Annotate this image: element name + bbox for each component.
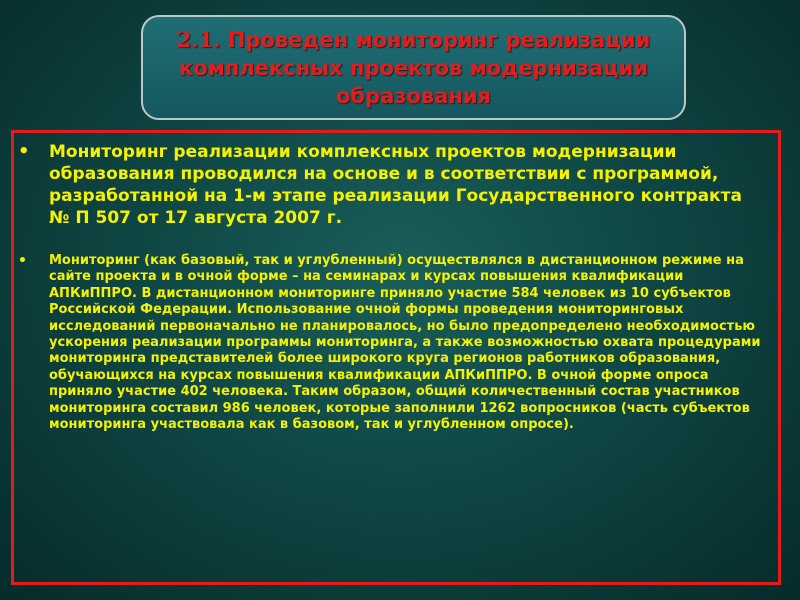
bullet-text: Мониторинг (как базовый, так и углубленный) осуществлялся в дистанционном режиме на сайте проекта и в очной форме – на семинарах и курсах повышения квалификации АПКиППРО. В дистанционном мониторинге приняло участие 584 человек из 10 субъектов Российской Федерации. Использование очной формы проведения мониторинговых исследований первоначально не планировалось, но было предопределено необходимостью ускорения реализации программы мониторинга, а также возможностью охвата процедурами мониторинга представителей более широкого круга регионов работников образования, обучающихся на курсах повышения квалификации АПКиППРО. В очной форме опроса приняло участие 402 человека. Таким образом, общий количественный состав участников мониторинга составил 986 человек, которые заполнили 1262 вопросников (часть субъектов мониторинга участвовала как в базовом, так и углубленном опросе). — [49, 253, 761, 433]
bullet-icon: • — [18, 141, 30, 162]
title-text: Проведен мониторинг реализации комплексных проектов модернизации образования — [178, 27, 651, 108]
bullet-text: Мониторинг реализации комплексных проектов модернизации образования проводился на основе и в соответствии с программой, разработанной на 1-м этапе реализации Государственного контракта № П 507 от 17 августа 2007 г. — [49, 142, 742, 228]
slide-title-box — [141, 15, 686, 120]
slide-title — [143, 26, 684, 110]
bullet-item-monitoring-basis — [18, 141, 758, 229]
title-number: 2.1. — [176, 26, 221, 52]
bullet-item-monitoring-details — [18, 253, 768, 433]
content-box — [11, 130, 781, 585]
bullet-icon: • — [18, 253, 27, 269]
